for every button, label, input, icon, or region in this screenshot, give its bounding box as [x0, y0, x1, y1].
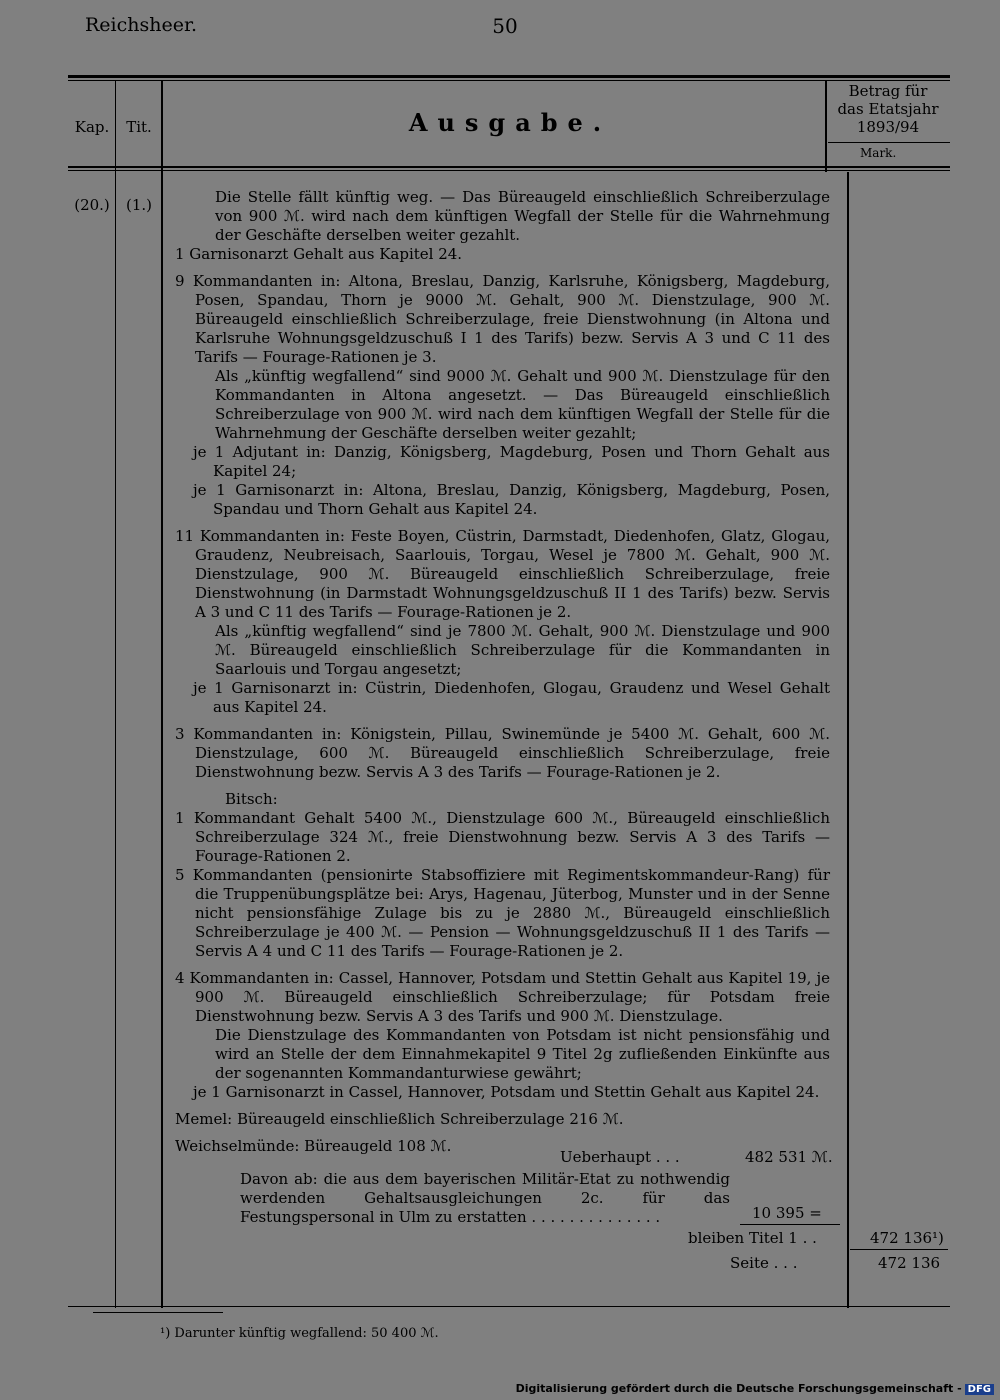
- table-top-rule-thin: [68, 80, 950, 81]
- paragraph: 1 Garnisonarzt Gehalt aus Kapitel 24.: [175, 245, 463, 263]
- paragraph: je 1 Garnisonarzt in: Altona, Breslau, Danzig, Königsberg, Magdeburg, Posen, Spandau und Thorn Gehalt aus Kapitel 24.: [193, 481, 830, 518]
- column-header-tit: Tit.: [126, 118, 152, 136]
- footnote: ¹) Darunter künftig wegfallend: 50 400 ℳ.: [160, 1326, 439, 1341]
- amount-head-line1: Betrag für: [848, 82, 928, 100]
- paragraph: Memel: Büreaugeld einschließlich Schreiberzulage 216 ℳ.: [175, 1110, 624, 1128]
- paragraph: Weichselmünde: Büreaugeld 108 ℳ.: [175, 1137, 452, 1155]
- paragraph: 1 Kommandant Gehalt 5400 ℳ., Dienstzulage 600 ℳ., Büreaugeld einschließlich Schreiberzulage 324 ℳ., freie Dienstwohnung bezw. Servis A 3 des Tarifs — Fourage-Rationen 2.: [175, 809, 830, 865]
- paragraph: 3 Kommandanten in: Königstein, Pillau, Swinemünde je 5400 ℳ. Gehalt, 600 ℳ. Dienstzulage, 600 ℳ. Büreaugeld einschließlich Schreiberzulage, freie Dienstwohnung bezw. Servis A 3 des Tarifs — Fourage-Rationen je 2.: [175, 725, 830, 781]
- column-divider-kap: [115, 80, 116, 1308]
- amount-head-line2: das Etatsjahr: [837, 100, 939, 118]
- paragraph: je 1 Garnisonarzt in: Cüstrin, Diedenhofen, Glogau, Graudenz und Wesel Gehalt aus Kapitel 24.: [193, 679, 830, 716]
- column-header-kap: Kap.: [74, 118, 110, 136]
- table-bottom-rule: [68, 1306, 950, 1307]
- paragraph: Die Dienstzulage des Kommandanten von Potsdam ist nicht pensionsfähig und wird an Stelle der dem Einnahmekapitel 9 Titel 2g zufließenden Einkünfte aus der sogenannten Kommandanturwiese gewährt;: [215, 1026, 830, 1082]
- table-title: Ausgabe.: [408, 108, 612, 137]
- paragraph: 11 Kommandanten in: Feste Boyen, Cüstrin, Darmstadt, Diedenhofen, Glatz, Glogau, Graudenz, Neubreisach, Saarlouis, Torgau, Wesel je 7800 ℳ. Gehalt, 900 ℳ. Dienstzulage, 900 ℳ. Büreaugeld einschließlich Schreiberzulage, freie Dienstwohnung (in Darmstadt Wohnungsgeldzuschuß II 1 des Tarifs) bezw. Servis A 3 und C 11 des Tarifs — Fourage-Rationen je 2.: [175, 527, 830, 621]
- row-tit: (1.): [125, 196, 152, 214]
- currency-header: Mark.: [860, 146, 897, 160]
- paragraph: Als „künftig wegfallend“ sind je 7800 ℳ. Gehalt, 900 ℳ. Dienstzulage und 900 ℳ. Büreaugeld einschließlich Schreiberzulage für die Kommandanten in Saarlouis und Torgau angesetzt;: [215, 622, 830, 678]
- total-overall-label: Ueberhaupt . . .: [560, 1148, 680, 1166]
- page-total-value: 472 136: [878, 1254, 941, 1272]
- paragraph: 4 Kommandanten in: Cassel, Hannover, Potsdam und Stettin Gehalt aus Kapitel 19, je 900 ℳ. Büreaugeld einschließlich Schreiberzulage; für Potsdam freie Dienstwohnung bezw. Servis A 3 des Tarifs und 900 ℳ. Dienstzulage.: [175, 969, 830, 1025]
- paragraph: Die Stelle fällt künftig weg. — Das Büreaugeld einschließlich Schreiberzulage von 900 ℳ. wird nach dem künftigen Wegfall der Stelle für die Wahrnehmung der Geschäfte derselben weiter gezahlt.: [215, 188, 830, 244]
- amount-head-line3: 1893/94: [856, 118, 920, 136]
- table-top-rule-thick: [68, 75, 950, 78]
- column-divider-amount-body: [847, 172, 849, 1308]
- column-divider-tit: [161, 80, 163, 1308]
- deduction-text: Davon ab: die aus dem bayerischen Militär-Etat zu nothwendig werdenden Gehaltsausgleichungen 2c. für das Festungspersonal in Ulm zu erstatten . . . . . . . . . . . . . .: [240, 1170, 730, 1226]
- sum-rule: [740, 1224, 840, 1225]
- page-sum-rule: [850, 1249, 948, 1250]
- total-overall-value: 482 531 ℳ.: [745, 1148, 833, 1166]
- paragraph: 9 Kommandanten in: Altona, Breslau, Danzig, Karlsruhe, Königsberg, Magdeburg, Posen, Spandau, Thorn je 9000 ℳ. Gehalt, 900 ℳ. Dienstzulage, 900 ℳ. Büreaugeld einschließlich Schreiberzulage, freie Dienstwohnung (in Altona und Karlsruhe Wohnungsgeldzuschuß I 1 des Tarifs) bezw. Servis A 3 und C 11 des Tarifs — Fourage-Rationen je 3.: [175, 272, 830, 366]
- paragraph: 5 Kommandanten (pensionirte Stabsoffiziere mit Regimentskommandeur-Rang) für die Truppenübungsplätze bei: Arys, Hagenau, Jüterbog, Munster und in der Senne nicht pensionsfähige Zulage bis zu je 2880 ℳ., Büreaugeld einschließlich Schreiberzulage je 400 ℳ. — Pension — Wohnungsgeldzuschuß II 1 des Tarifs — Servis A 4 und C 11 des Tarifs — Fourage-Rationen je 2.: [175, 866, 830, 960]
- amount-subhead-rule: [828, 142, 950, 143]
- paragraph: Als „künftig wegfallend“ sind 9000 ℳ. Gehalt und 900 ℳ. Dienstzulage für den Kommandanten in Altona angesetzt. — Das Büreaugeld einschließlich Schreiberzulage von 900 ℳ. wird nach dem künftigen Wegfall der Stelle für die Wahrnehmung der Geschäfte derselben weiter gezahlt;: [215, 367, 830, 442]
- digitization-credit: [516, 1382, 994, 1395]
- page-total-label: Seite . . .: [730, 1254, 798, 1272]
- dfg-logo: DFG: [965, 1384, 994, 1395]
- paragraph: je 1 Garnisonarzt in Cassel, Hannover, Potsdam und Stettin Gehalt aus Kapitel 24.: [193, 1083, 820, 1101]
- footnote-rule: [93, 1312, 223, 1313]
- deduction-value: 10 395 =: [752, 1204, 822, 1222]
- column-header-amount: [828, 82, 948, 136]
- header-bottom-rule-thin: [68, 170, 950, 171]
- header-bottom-rule: [68, 166, 950, 168]
- column-divider-amount: [825, 80, 827, 172]
- body-text: [175, 188, 830, 1156]
- running-head: Reichsheer.: [85, 14, 198, 36]
- remaining-label: bleiben Titel 1 . .: [688, 1229, 817, 1247]
- credit-text: Digitalisierung gefördert durch die Deutsche Forschungsgemeinschaft -: [515, 1382, 962, 1395]
- page-number: 50: [492, 14, 518, 38]
- subheading: Bitsch:: [225, 790, 278, 808]
- paragraph: je 1 Adjutant in: Danzig, Königsberg, Magdeburg, Posen und Thorn Gehalt aus Kapitel 24;: [193, 443, 830, 480]
- row-kap: (20.): [74, 196, 110, 214]
- remaining-value: 472 136¹): [870, 1229, 944, 1247]
